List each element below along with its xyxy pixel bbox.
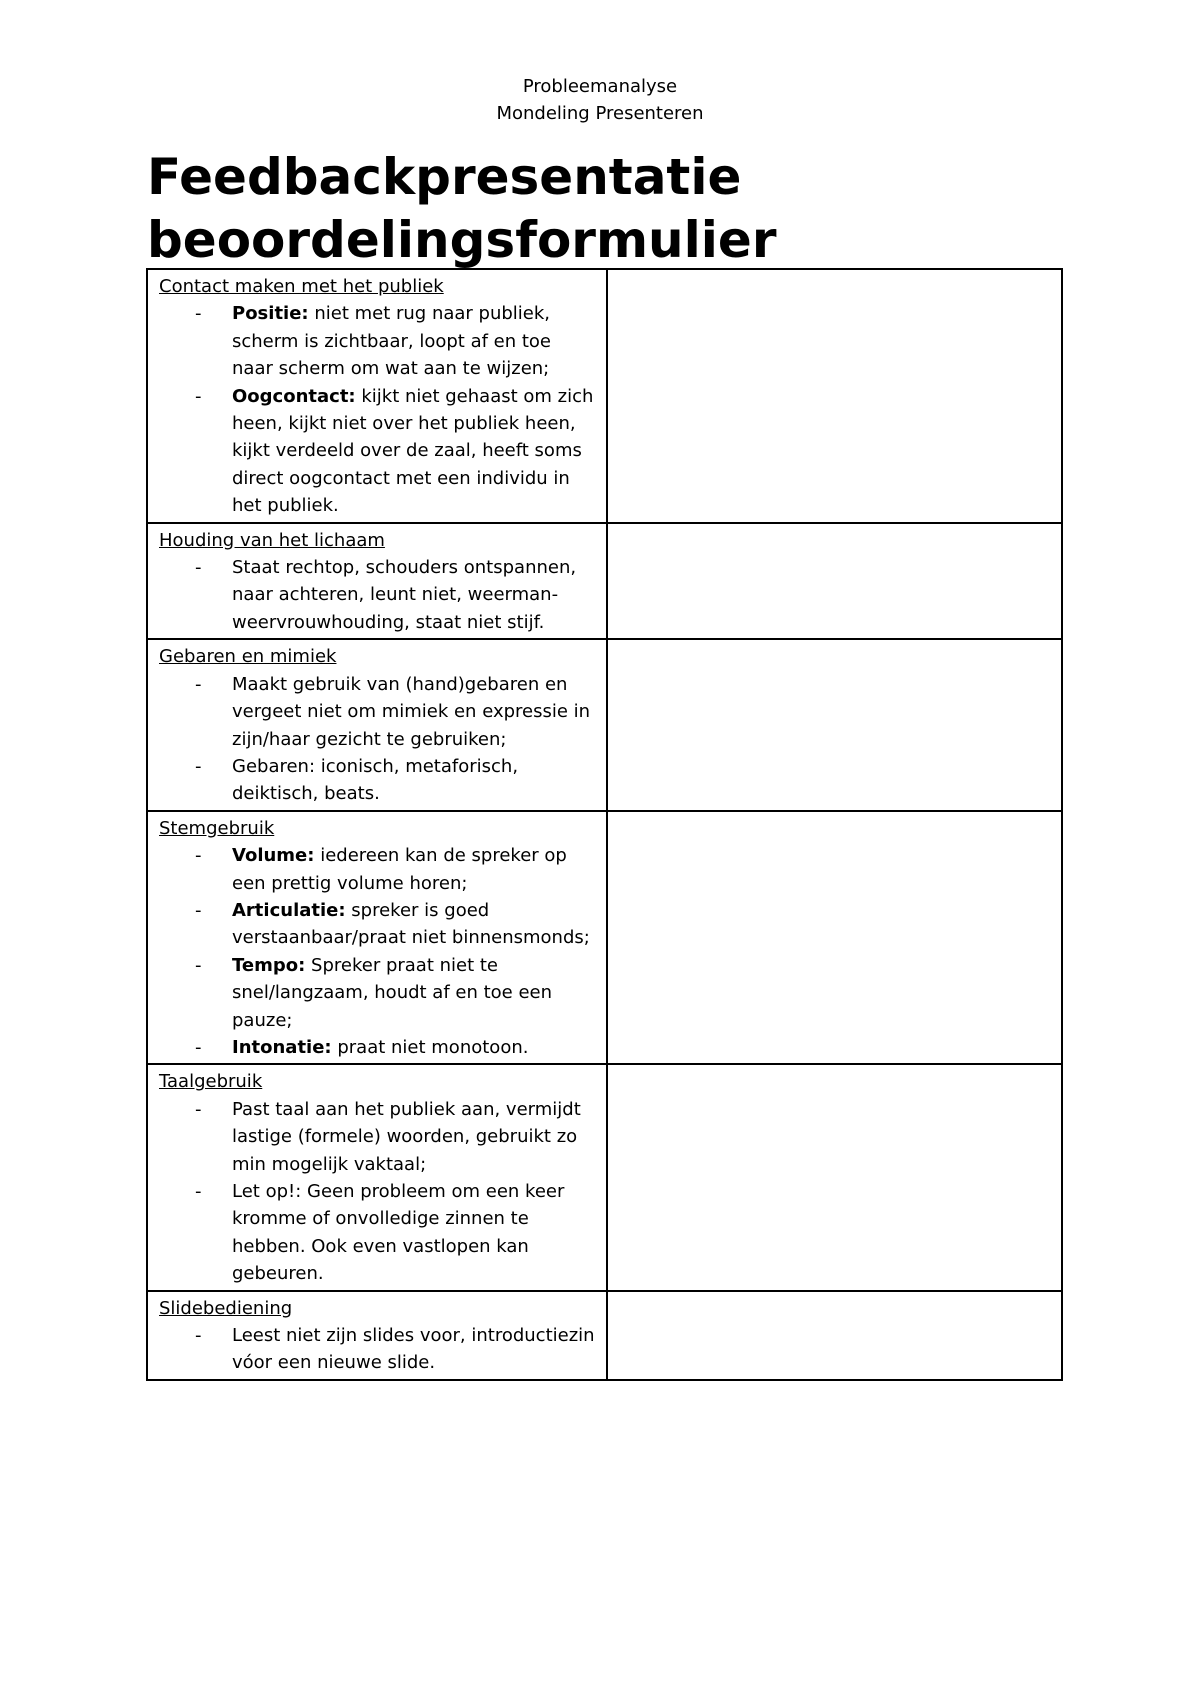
criteria-list [159,554,596,636]
header-line-2: Mondeling Presenteren [496,103,704,124]
criteria-keyword: Tempo: [232,954,306,976]
category-heading: Gebaren en mimiek [159,646,337,668]
dash-bullet: - [195,1181,202,1202]
criteria-keyword: Positie: [232,303,309,325]
criteria-text: Let op!: Geen probleem om een keer kromme of onvolledige zinnen te hebben. Ook even vastlopen kan gebeuren. [232,1181,565,1285]
criteria-keyword: Intonatie: [232,1036,332,1058]
criteria-row [147,639,1062,810]
feedback-cell[interactable] [607,1064,1062,1290]
criteria-list [159,671,596,808]
feedback-cell[interactable] [607,811,1062,1065]
feedback-cell[interactable] [607,639,1062,810]
criteria-list [159,842,596,1061]
criteria-row [147,269,1062,523]
dash-bullet: - [195,557,202,579]
criteria-text: kijkt niet gehaast om zich heen, kijkt niet over het publiek heen, kijkt verdeeld over de zaal, heeft soms direct oogcontact met een individu in het publiek. [232,385,594,517]
dash-bullet: - [195,845,202,867]
criteria-item [159,1034,596,1061]
criteria-row [147,1291,1062,1380]
criteria-text: Maakt gebruik van (hand)gebaren en vergeet niet om mimiek en expressie in zijn/haar gezicht te gebruiken; [232,673,591,750]
dash-bullet: - [195,385,202,407]
criteria-text: Gebaren: iconisch, metaforisch, deiktisch, beats. [232,755,519,805]
criteria-cell [147,1064,607,1290]
criteria-text: iedereen kan de spreker op een prettig volume horen; [232,845,567,894]
criteria-item [159,300,596,382]
criteria-item [159,383,596,520]
title-line-1: Feedbackpresentatie [147,148,742,206]
feedback-cell[interactable] [607,269,1062,523]
criteria-text: spreker is goed verstaanbaar/praat niet binnensmonds; [232,899,590,949]
assessment-table [146,268,1063,1381]
criteria-list [159,1096,596,1288]
criteria-row [147,1064,1062,1290]
category-heading: Contact maken met het publiek [159,276,444,297]
criteria-cell [147,269,607,523]
criteria-item [159,842,596,897]
criteria-cell [147,1291,607,1380]
dash-bullet: - [195,1036,202,1058]
criteria-cell [147,523,607,640]
criteria-list [159,300,596,519]
category-heading: Houding van het lichaam [159,529,385,551]
criteria-item [159,753,596,808]
dash-bullet: - [195,1325,202,1347]
criteria-item [159,554,596,636]
dash-bullet: - [195,755,202,777]
criteria-row [147,523,1062,640]
criteria-text: Spreker praat niet te snel/langzaam, houdt af en toe een pauze; [232,954,553,1031]
criteria-cell [147,811,607,1065]
dash-bullet: - [195,303,202,325]
criteria-item [159,1096,596,1178]
document-title [147,146,1147,272]
criteria-item [159,897,596,952]
criteria-text: Staat rechtop, schouders ontspannen, naar achteren, leunt niet, weerman-weervrouwhouding, staat niet stijf. [232,557,577,633]
category-heading: Slidebediening [159,1297,293,1319]
criteria-keyword: Oogcontact: [232,385,356,407]
title-line-2: beoordelingsformulier [147,211,777,269]
criteria-item [159,671,596,753]
dash-bullet: - [195,899,202,921]
assessment-table-body [147,269,1062,1380]
dash-bullet: - [195,954,202,976]
criteria-item [159,1322,596,1377]
criteria-row [147,811,1062,1065]
criteria-text: praat niet monotoon. [331,1036,529,1058]
page-header [0,73,1200,127]
criteria-text: niet met rug naar publiek, scherm is zichtbaar, loopt af en toe naar scherm om wat aan te wijzen; [232,303,552,380]
criteria-item [159,1178,596,1288]
feedback-cell[interactable] [607,523,1062,640]
criteria-text: Leest niet zijn slides voor, introductiezin vóor een nieuwe slide. [232,1325,595,1374]
criteria-item [159,952,596,1034]
feedback-cell[interactable] [607,1291,1062,1380]
criteria-text: Past taal aan het publiek aan, vermijdt lastige (formele) woorden, gebruikt zo min mogelijk vaktaal; [232,1098,581,1175]
criteria-list [159,1322,596,1377]
criteria-keyword: Volume: [232,845,315,867]
header-line-1: Probleemanalyse [522,76,678,97]
criteria-keyword: Articulatie: [232,899,346,921]
dash-bullet: - [195,673,202,695]
criteria-cell [147,639,607,810]
dash-bullet: - [195,1098,202,1120]
category-heading: Stemgebruik [159,817,275,839]
category-heading: Taalgebruik [159,1071,263,1093]
